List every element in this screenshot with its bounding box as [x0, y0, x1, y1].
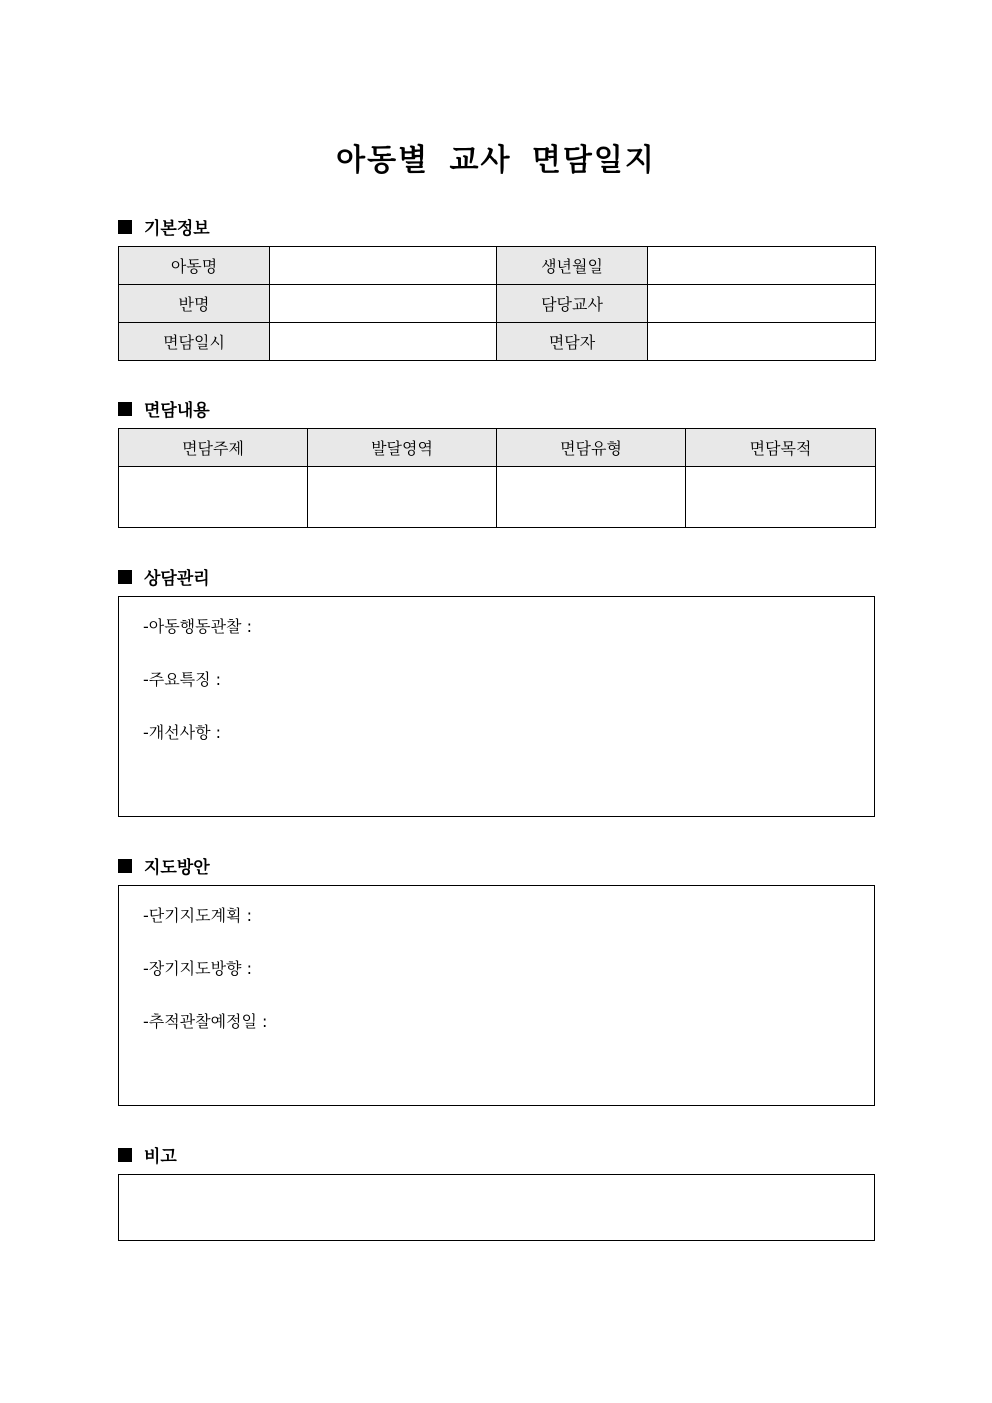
table-header-row	[119, 429, 876, 467]
square-bullet-icon	[118, 402, 132, 416]
section-heading-label: 지도방안	[144, 858, 210, 878]
page-title: 아동별 교사 면담일지	[336, 143, 656, 178]
section-heading-label: 면담내용	[144, 401, 210, 421]
child-name-field[interactable]	[270, 247, 497, 285]
short-term-plan-line: -단기지도계획 :	[143, 906, 252, 925]
class-name-field[interactable]	[270, 285, 497, 323]
follow-up-date-line: -추적관찰예정일 :	[143, 1012, 268, 1031]
table-row	[119, 323, 876, 361]
behavior-observation-line: -아동행동관찰 :	[143, 617, 252, 636]
interview-purpose-field[interactable]	[686, 467, 876, 528]
teacher-label: 담당교사	[497, 285, 648, 323]
square-bullet-icon	[118, 570, 132, 584]
class-name-label: 반명	[119, 285, 270, 323]
square-bullet-icon	[118, 859, 132, 873]
interviewer-label: 면담자	[497, 323, 648, 361]
remarks-box[interactable]	[118, 1174, 875, 1241]
interview-type-field[interactable]	[497, 467, 686, 528]
interview-content-table	[118, 428, 876, 528]
table-row	[119, 247, 876, 285]
interview-datetime-label: 면담일시	[119, 323, 270, 361]
interview-purpose-header: 면담목적	[686, 429, 876, 467]
development-area-field[interactable]	[308, 467, 497, 528]
improvements-line: -개선사항 :	[143, 723, 222, 742]
guidance-plan-box[interactable]	[118, 885, 875, 1106]
section-heading-label: 비고	[144, 1147, 177, 1167]
table-row	[119, 467, 876, 528]
section-heading-guidance-plan	[118, 853, 210, 878]
interviewer-field[interactable]	[648, 323, 876, 361]
interview-datetime-field[interactable]	[270, 323, 497, 361]
development-area-header: 발달영역	[308, 429, 497, 467]
section-heading-counsel-management	[118, 564, 210, 589]
square-bullet-icon	[118, 1148, 132, 1162]
birthdate-label: 생년월일	[497, 247, 648, 285]
topic-header: 면담주제	[119, 429, 308, 467]
section-heading-remarks	[118, 1142, 177, 1167]
teacher-field[interactable]	[648, 285, 876, 323]
key-features-line: -주요특징 :	[143, 670, 222, 689]
basic-info-table	[118, 246, 876, 361]
birthdate-field[interactable]	[648, 247, 876, 285]
square-bullet-icon	[118, 220, 132, 234]
section-heading-basic-info	[118, 214, 210, 239]
child-name-label: 아동명	[119, 247, 270, 285]
topic-field[interactable]	[119, 467, 308, 528]
long-term-direction-line: -장기지도방향 :	[143, 959, 252, 978]
section-heading-label: 상담관리	[144, 569, 210, 589]
interview-type-header: 면담유형	[497, 429, 686, 467]
section-heading-label: 기본정보	[144, 219, 210, 239]
counsel-management-box[interactable]	[118, 596, 875, 817]
section-heading-interview-content	[118, 396, 210, 421]
table-row	[119, 285, 876, 323]
